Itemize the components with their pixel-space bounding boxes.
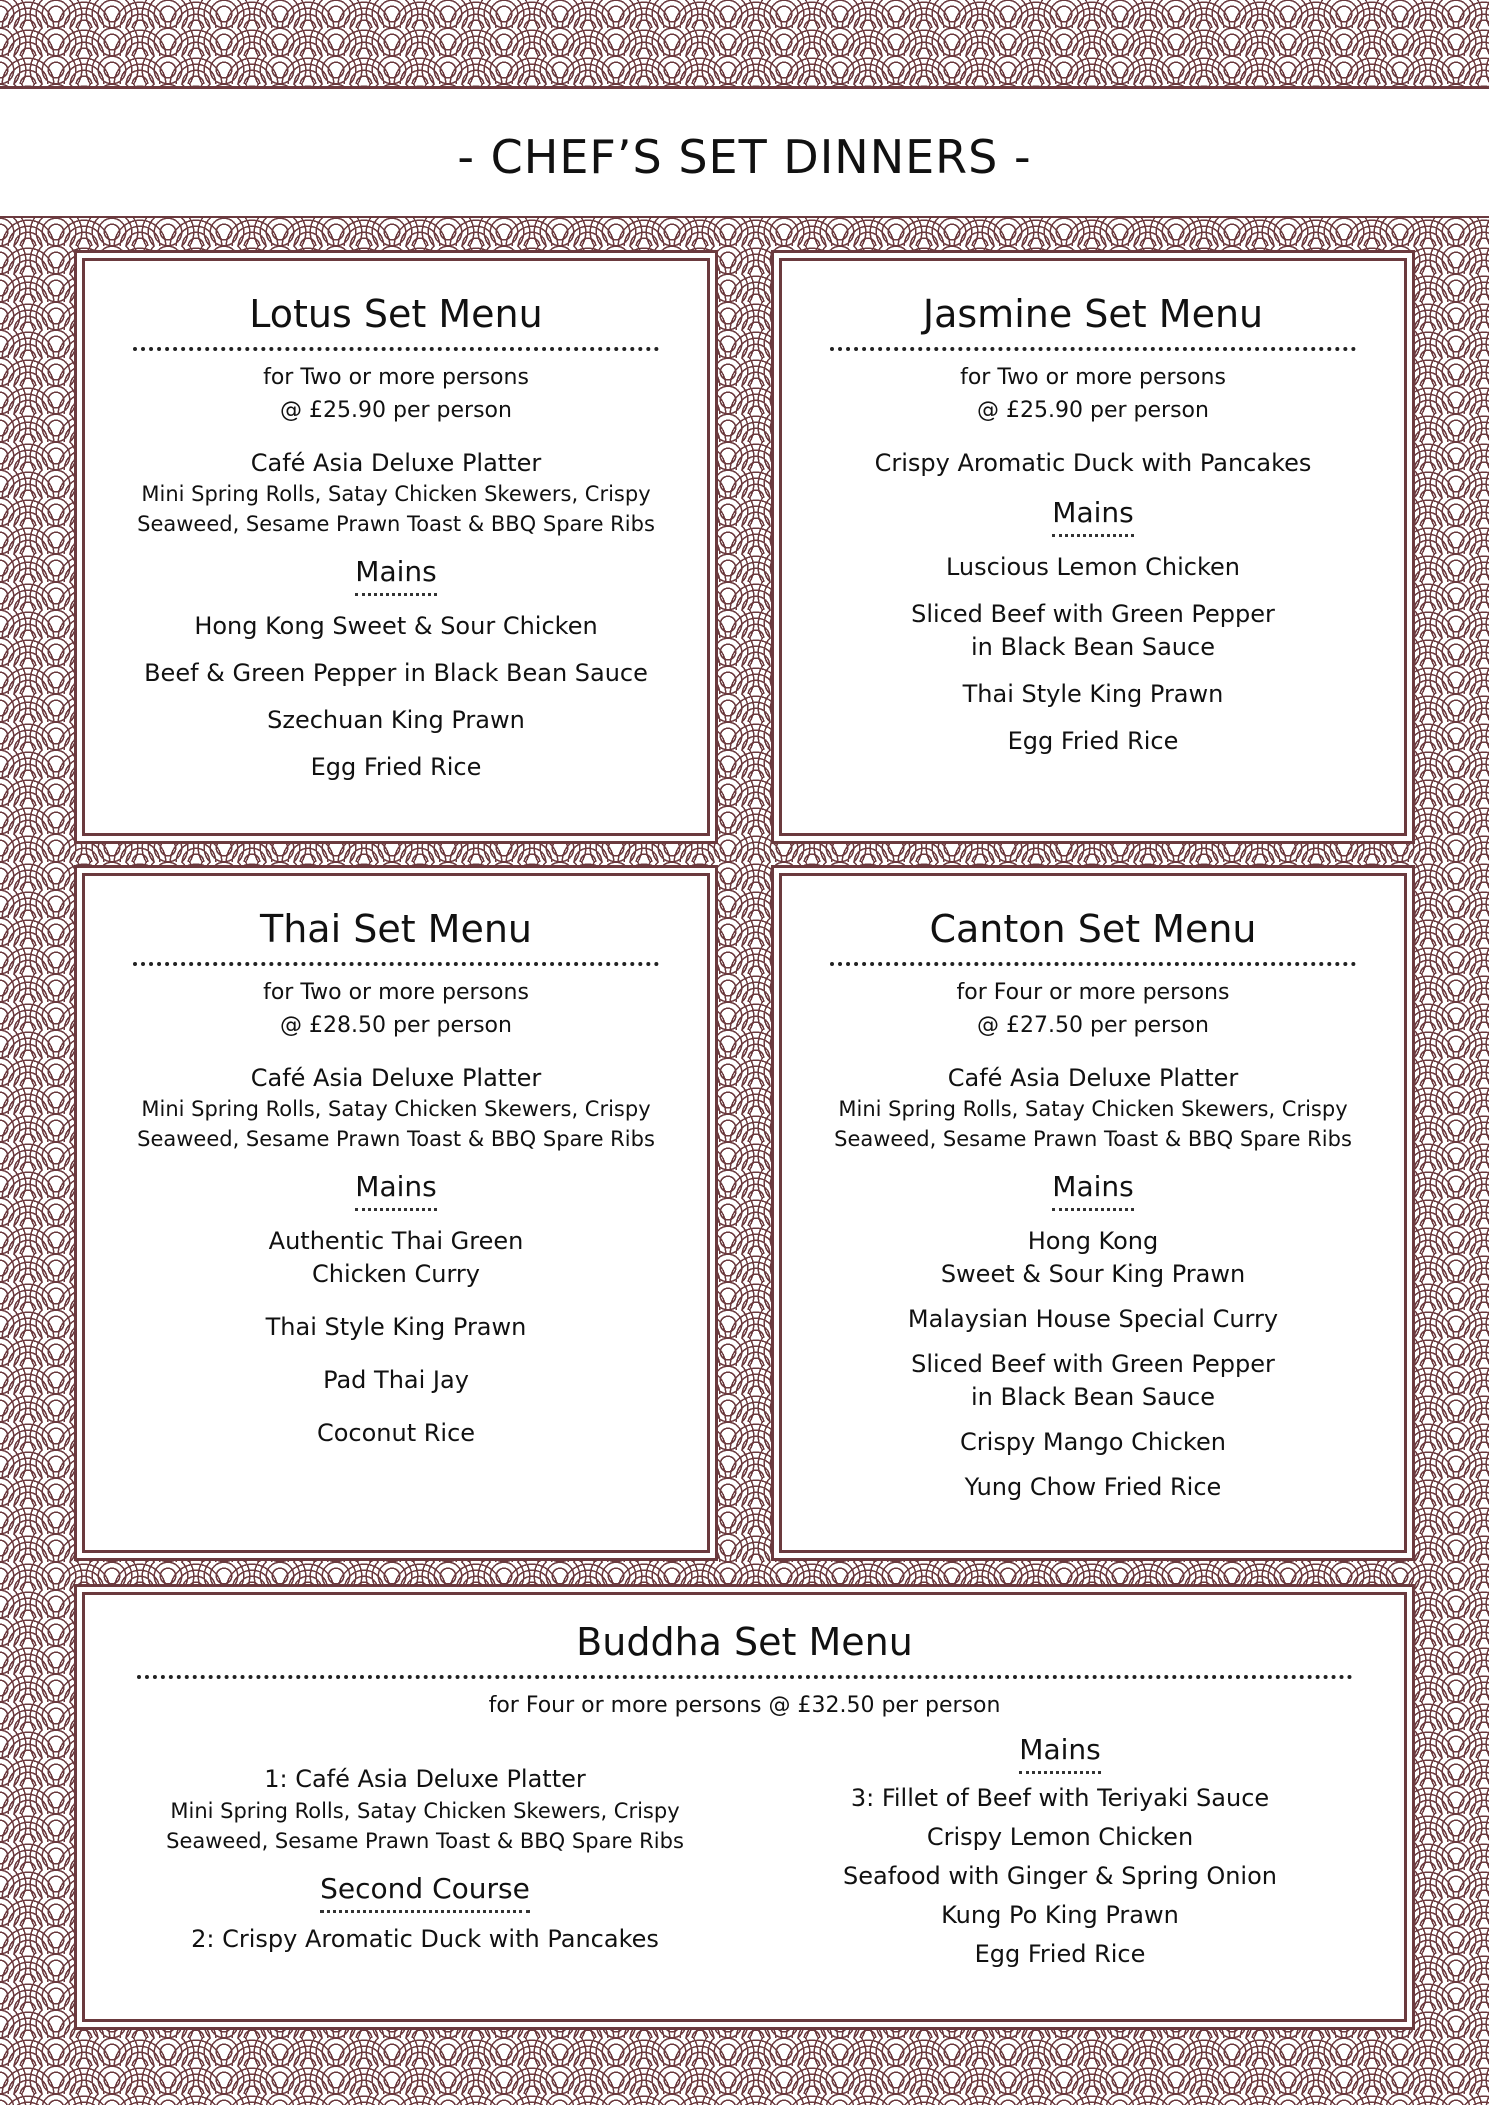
menu-item: Coconut Rice (316, 1419, 476, 1447)
platter-description: Mini Spring Rolls, Satay Chicken Skewers, Crispy (170, 1799, 680, 1823)
menu-title: Lotus Set Menu (249, 292, 543, 336)
dotted-divider (830, 347, 1356, 351)
menu-item: Sliced Beef with Green Pepper (911, 1350, 1275, 1378)
menu-item: Hong Kong Sweet & Sour Chicken (194, 612, 598, 640)
menu-item: Egg Fried Rice (974, 1940, 1146, 1968)
menu-item: Thai Style King Prawn (962, 680, 1224, 708)
buddha-set-menu-card (82, 1592, 1407, 2022)
menu-title: Thai Set Menu (259, 907, 533, 951)
menu-item: in Black Bean Sauce (971, 633, 1215, 661)
platter-title: 1: Café Asia Deluxe Platter (264, 1765, 586, 1793)
menu-item: Malaysian House Special Curry (907, 1305, 1279, 1333)
starter-item: Crispy Aromatic Duck with Pancakes (874, 449, 1312, 477)
buddha-left-column (85, 1763, 765, 1956)
menu-title: Buddha Set Menu (576, 1620, 913, 1664)
buddha-right-column (765, 1733, 1355, 1971)
menu-item: Yung Chow Fried Rice (964, 1473, 1222, 1501)
dotted-divider (133, 347, 659, 351)
platter-description: Mini Spring Rolls, Satay Chicken Skewers, Crispy (838, 1097, 1348, 1121)
price-text: @ £28.50 per person (280, 1013, 512, 1038)
divider (0, 86, 1489, 89)
persons-text: for Two or more persons (263, 365, 529, 390)
platter-title: Café Asia Deluxe Platter (947, 1064, 1239, 1092)
menu-item: Beef & Green Pepper in Black Bean Sauce (144, 659, 648, 687)
menu-title: Canton Set Menu (929, 907, 1257, 951)
menu-item: Kung Po King Prawn (941, 1901, 1179, 1929)
platter-description: Seaweed, Sesame Prawn Toast & BBQ Spare Ribs (137, 512, 655, 536)
thai-set-menu-card (82, 873, 710, 1553)
platter-title: Café Asia Deluxe Platter (250, 449, 542, 477)
menu-item: Thai Style King Prawn (265, 1313, 527, 1341)
menu-item: Seafood with Ginger & Spring Onion (843, 1862, 1277, 1890)
menu-item: Hong Kong (1027, 1227, 1159, 1255)
second-course-heading: Second Course (320, 1872, 530, 1913)
mains-heading: Mains (355, 555, 436, 596)
price-text: @ £25.90 per person (977, 398, 1209, 423)
canton-set-menu-card (779, 873, 1407, 1553)
decorative-wave-pattern-top (0, 0, 1489, 88)
menu-item: Egg Fried Rice (1007, 727, 1179, 755)
menu-item: Szechuan King Prawn (267, 706, 525, 734)
menu-item: in Black Bean Sauce (971, 1383, 1215, 1411)
menu-title: Jasmine Set Menu (922, 292, 1264, 336)
menu-item: 3: Fillet of Beef with Teriyaki Sauce (850, 1784, 1270, 1812)
price-text: @ £27.50 per person (977, 1013, 1209, 1038)
mains-heading: Mains (1052, 1170, 1133, 1211)
menu-item: Crispy Mango Chicken (960, 1428, 1226, 1456)
menu-item: Luscious Lemon Chicken (945, 553, 1241, 581)
menu-item: 2: Crispy Aromatic Duck with Pancakes (191, 1925, 659, 1953)
platter-description: Mini Spring Rolls, Satay Chicken Skewers, Crispy (141, 1097, 651, 1121)
persons-text: for Two or more persons (263, 980, 529, 1005)
jasmine-set-menu-card (779, 258, 1407, 836)
platter-title: Café Asia Deluxe Platter (250, 1064, 542, 1092)
persons-price-text: for Four or more persons @ £32.50 per person (488, 1693, 1001, 1718)
lotus-set-menu-card (82, 258, 710, 836)
menu-item: Authentic Thai Green (268, 1227, 524, 1255)
menu-item: Chicken Curry (312, 1260, 480, 1288)
dotted-divider (133, 962, 659, 966)
price-text: @ £25.90 per person (280, 398, 512, 423)
dotted-divider (830, 962, 1356, 966)
platter-description: Mini Spring Rolls, Satay Chicken Skewers, Crispy (141, 482, 651, 506)
platter-description: Seaweed, Sesame Prawn Toast & BBQ Spare Ribs (166, 1829, 684, 1853)
persons-text: for Four or more persons (956, 980, 1230, 1005)
menu-item: Crispy Lemon Chicken (926, 1823, 1194, 1851)
platter-description: Seaweed, Sesame Prawn Toast & BBQ Spare Ribs (834, 1127, 1352, 1151)
persons-text: for Two or more persons (960, 365, 1226, 390)
page-title: - CHEF’S SET DINNERS - (457, 130, 1032, 184)
menu-item: Pad Thai Jay (323, 1366, 469, 1394)
menu-item: Egg Fried Rice (310, 753, 482, 781)
mains-heading: Mains (1019, 1733, 1100, 1774)
dotted-divider (137, 1675, 1353, 1679)
mains-heading: Mains (355, 1170, 436, 1211)
mains-heading: Mains (1052, 496, 1133, 537)
menu-item: Sliced Beef with Green Pepper (911, 600, 1275, 628)
platter-description: Seaweed, Sesame Prawn Toast & BBQ Spare Ribs (137, 1127, 655, 1151)
menu-item: Sweet & Sour King Prawn (940, 1260, 1246, 1288)
